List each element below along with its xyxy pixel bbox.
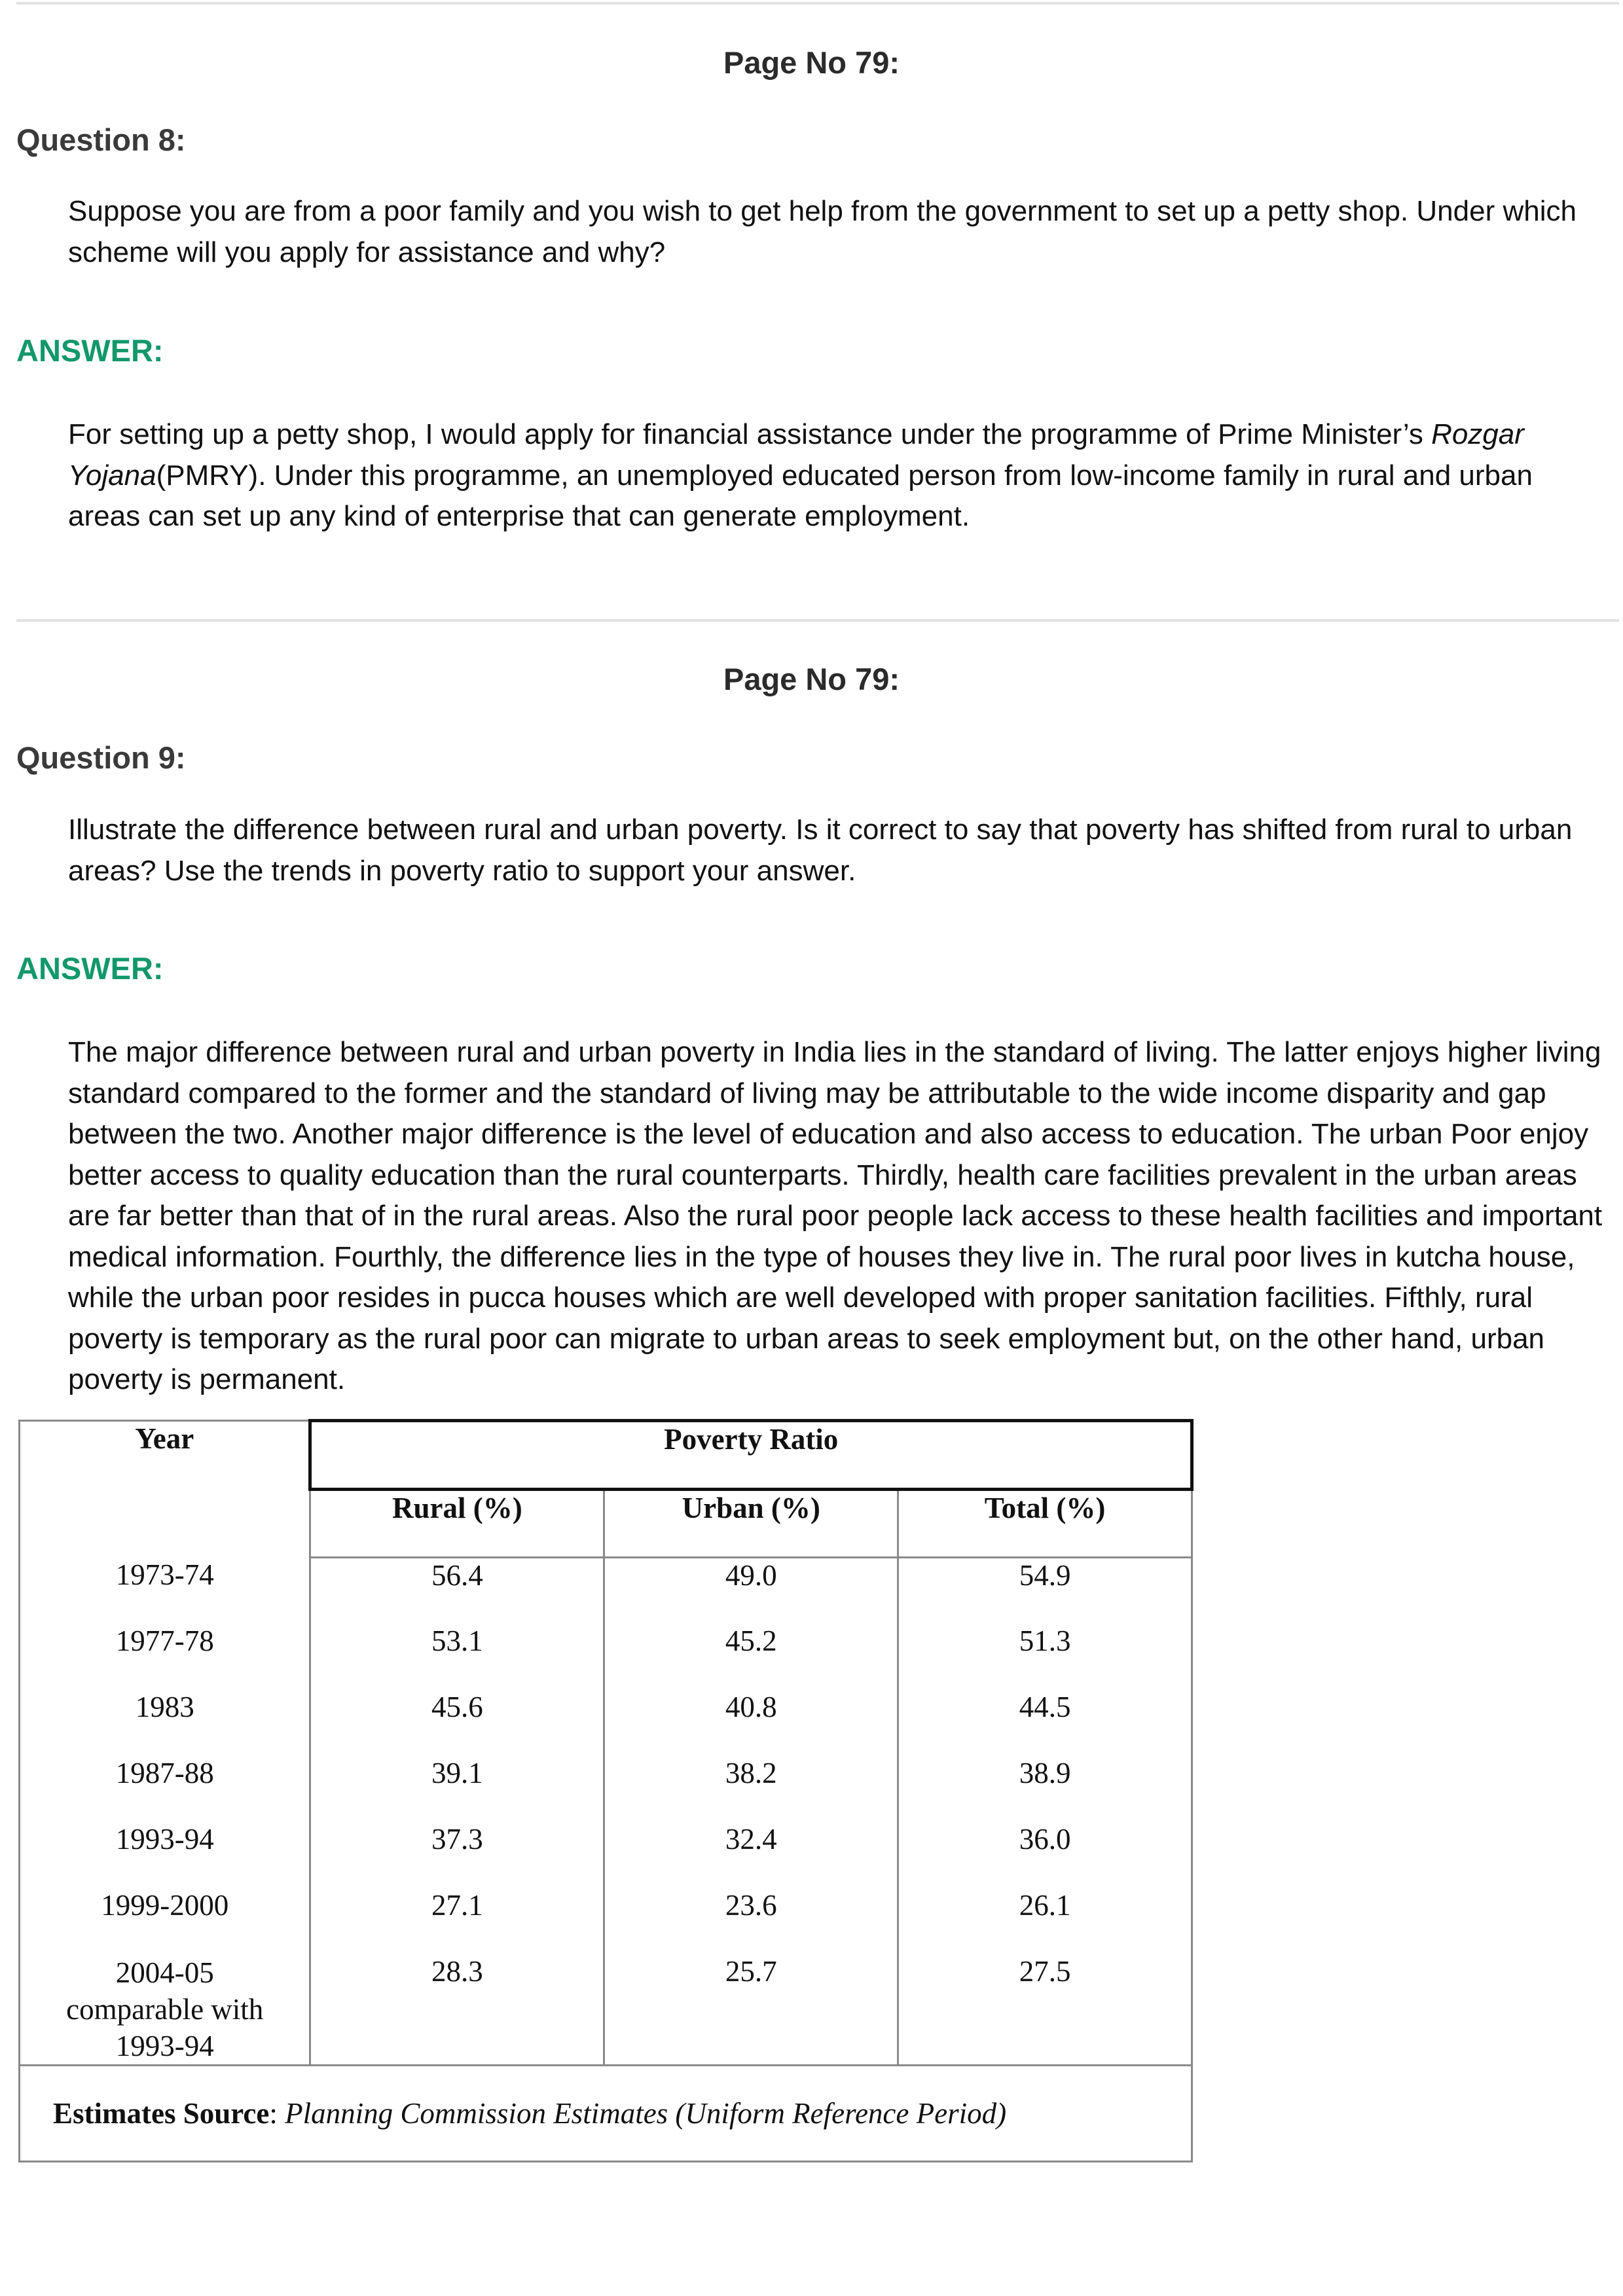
cell-year: 1983 — [20, 1690, 310, 1756]
cell-urban: 40.8 — [604, 1690, 898, 1756]
table-row — [20, 1624, 1192, 1690]
cell-year: 2004-05 comparable with 1993-94 — [20, 1954, 310, 2066]
source-separator: : — [269, 2096, 285, 2130]
cell-urban: 23.6 — [604, 1888, 898, 1954]
answer-label: ANSWER: — [16, 333, 164, 368]
column-header-urban: Urban (%) — [604, 1490, 898, 1558]
header-poverty-ratio: Poverty Ratio — [310, 1421, 1192, 1490]
cell-urban: 38.2 — [604, 1756, 898, 1822]
cell-year: 1987-88 — [20, 1756, 310, 1822]
cell-urban: 49.0 — [604, 1558, 898, 1624]
question-label: Question 8: — [16, 122, 186, 157]
cell-total: 27.5 — [898, 1954, 1192, 2066]
cell-year: 1973-74 — [20, 1558, 310, 1624]
table-row — [20, 1690, 1192, 1756]
cell-rural: 53.1 — [310, 1624, 604, 1690]
cell-total: 51.3 — [898, 1624, 1192, 1690]
section-divider — [16, 619, 1619, 622]
cell-rural: 28.3 — [310, 1954, 604, 2066]
cell-urban: 32.4 — [604, 1822, 898, 1888]
answer-text: The major difference between rural and urban poverty in India lies in the standard of living. The latter enjoys higher living standard compared to the former and the standard of living may be attributable to the wide income disparity and gap between the two. Another major difference is the level of education and also access to education. The urban Poor enjoy better access to quality education than the rural counterparts. Thirdly, health care facilities prevalent in the urban areas are far better than that of in the rural areas. Also the rural poor people lack access to these health facilities and important medical information. Fourthly, the difference lies in the type of houses they live in. The rural poor lives in kutcha house, while the urban poor resides in pucca houses which are well developed with proper sanitation facilities. Fifthly, rural poverty is temporary as the rural poor can migrate to urban areas to seek employment but, on the other hand, urban poverty is permanent. — [68, 1036, 1603, 1395]
table-row — [20, 1756, 1192, 1822]
question-label: Question 9: — [16, 740, 186, 775]
column-header-total: Total (%) — [898, 1490, 1192, 1558]
answer-text — [68, 414, 1541, 537]
cell-rural: 37.3 — [310, 1822, 604, 1888]
poverty-ratio-table — [18, 1419, 1194, 2162]
header-year: Year — [20, 1421, 310, 1490]
table-footer-source — [20, 2065, 1192, 2161]
column-header-rural: Rural (%) — [310, 1490, 604, 1558]
cell-year: 1993-94 — [20, 1822, 310, 1888]
question-text: Suppose you are from a poor family and you wish to get help from the government to set up a petty shop. Under which scheme will you apply for assistance and why? — [68, 195, 1577, 268]
header-year-blank — [20, 1490, 310, 1558]
source-label: Estimates Source — [53, 2096, 270, 2130]
cell-year: 1977-78 — [20, 1624, 310, 1690]
table-row — [20, 1954, 1192, 2066]
page-number-heading: Page No 79: — [723, 45, 900, 80]
cell-total: 26.1 — [898, 1888, 1192, 1954]
cell-total: 36.0 — [898, 1822, 1192, 1888]
cell-total: 44.5 — [898, 1690, 1192, 1756]
cell-year: 1999-2000 — [20, 1888, 310, 1954]
cell-total: 38.9 — [898, 1756, 1192, 1822]
cell-rural: 39.1 — [310, 1756, 604, 1822]
table-row — [20, 1888, 1192, 1954]
page-number-heading: Page No 79: — [723, 662, 900, 696]
source-text: Planning Commission Estimates (Uniform Reference Period) — [285, 2096, 1007, 2130]
scheme-name: Rozgar Yojana — [68, 418, 1524, 492]
cell-urban: 25.7 — [604, 1954, 898, 2066]
top-divider — [16, 2, 1619, 5]
answer-text-part: For setting up a petty shop, I would apply for financial assistance under the programme of Prime Minister’s — [68, 418, 1432, 450]
answer-label: ANSWER: — [16, 951, 164, 986]
cell-rural: 56.4 — [310, 1558, 604, 1624]
question-text: Illustrate the difference between rural and urban poverty. Is it correct to say that poverty has shifted from rural to urban areas? Use the trends in poverty ratio to support your answer. — [68, 814, 1573, 887]
cell-rural: 45.6 — [310, 1690, 604, 1756]
answer-text-part: (PMRY). Under this programme, an unemployed educated person from low-income family in rural and urban areas can set up any kind of enterprise that can generate employment. — [68, 459, 1533, 532]
cell-rural: 27.1 — [310, 1888, 604, 1954]
table-row — [20, 1558, 1192, 1624]
cell-urban: 45.2 — [604, 1624, 898, 1690]
cell-total: 54.9 — [898, 1558, 1192, 1624]
table-row — [20, 1822, 1192, 1888]
